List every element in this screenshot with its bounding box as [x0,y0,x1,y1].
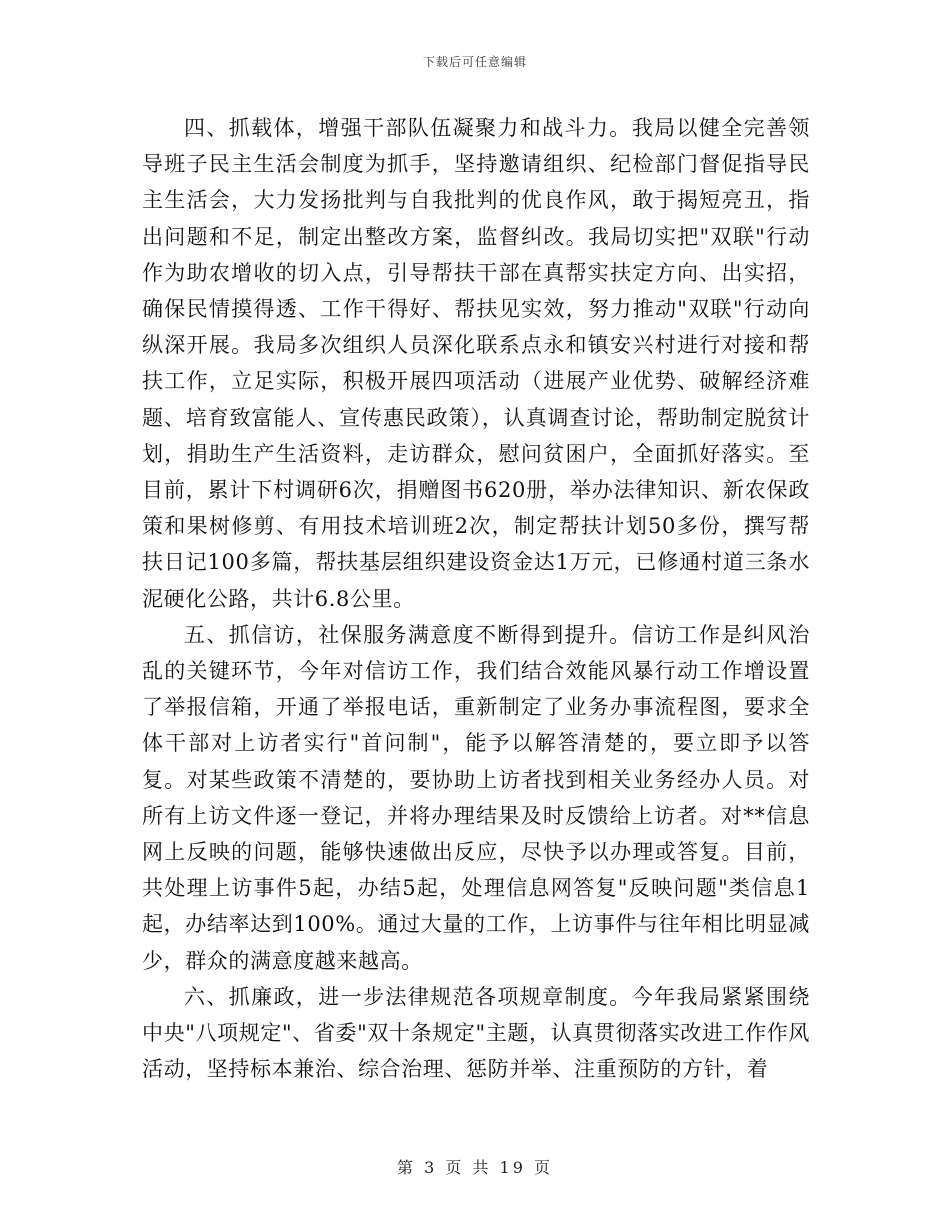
document-body [142,110,810,1087]
paragraph-section-six: 六、抓廉政，进一步法律规范各项规章制度。今年我局紧紧围绕中央"八项规定"、省委"双十条规定"主题，认真贯彻落实改进工作作风活动，坚持标本兼治、综合治理、惩防并举、注重预防的方针，着 [142,984,810,1082]
paragraph-section-five: 五、抓信访，社保服务满意度不断得到提升。信访工作是纠风治乱的关键环节，今年对信访工作，我们结合效能风暴行动工作增设置了举报信箱，开通了举报电话，重新制定了业务办事流程图，要求全体干部对上访者实行"首问制"，能予以解答清楚的，要立即予以答复。对某些政策不清楚的，要协助上访者找到相关业务经办人员。对所有上访文件逐一登记，并将办理结果及时反馈给上访者。对**信息网上反映的问题，能够快速做出反应，尽快予以办理或答复。目前，共处理上访事件5起，办结5起，处理信息网答复"反映问题"类信息1起，办结率达到100%。通过大量的工作，上访事件与往年相比明显减少，群众的满意度越来越高。 [142,622,810,973]
page-number-footer: 第 3 页 共 19 页 [397,1158,553,1177]
paragraph-section-four: 四、抓载体，增强干部队伍凝聚力和战斗力。我局以健全完善领导班子民主生活会制度为抓手，坚持邀请组织、纪检部门督促指导民主生活会，大力发扬批判与自我批判的优良作风，敢于揭短亮丑，指出问题和不足，制定出整改方案，监督纠改。我局切实把"双联"行动作为助农增收的切入点，引导帮扶干部在真帮实扶定方向、出实招，确保民情摸得透、工作干得好、帮扶见实效，努力推动"双联"行动向纵深开展。我局多次组织人员深化联系点永和镇安兴村进行对接和帮扶工作，立足实际，积极开展四项活动（进展产业优势、破解经济难题、培育致富能人、宣传惠民政策），认真调查讨论，帮助制定脱贫计划，捐助生产生活资料，走访群众，慰问贫困户，全面抓好落实。至目前，累计下村调研6次，捐赠图书620册，举办法律知识、新农保政策和果树修剪、有用技术培训班2次，制定帮扶计划50多份，撰写帮扶日记100多篇，帮扶基层组织建设资金达1万元，已修通村道三条水泥硬化公路，共计6.8公里。 [142,116,810,611]
header-note: 下载后可任意编辑 [422,55,527,69]
